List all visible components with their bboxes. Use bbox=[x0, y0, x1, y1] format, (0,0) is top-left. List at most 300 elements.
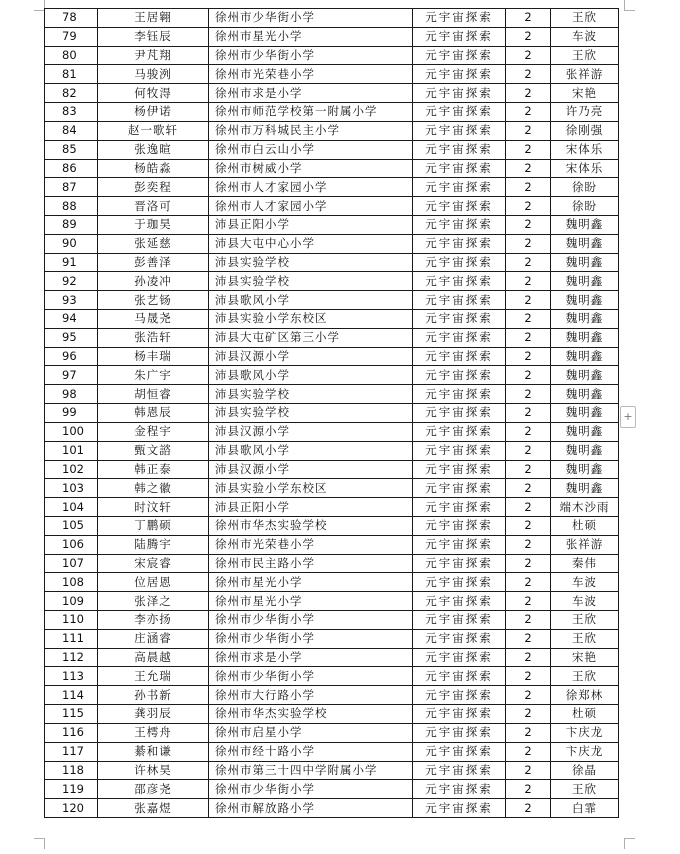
project-name: 元宇宙探索 bbox=[413, 799, 506, 818]
project-name: 元宇宙探索 bbox=[413, 648, 506, 667]
grade-value: 2 bbox=[506, 554, 551, 573]
project-name: 元宇宙探索 bbox=[413, 140, 506, 159]
teacher-name: 魏明鑫 bbox=[551, 366, 619, 385]
row-number: 81 bbox=[45, 65, 98, 84]
teacher-name: 车波 bbox=[551, 27, 619, 46]
grade-value: 2 bbox=[506, 742, 551, 761]
grade-value: 2 bbox=[506, 573, 551, 592]
student-name: 杨丰瑞 bbox=[98, 347, 209, 366]
teacher-name: 王欣 bbox=[551, 780, 619, 799]
school-name: 沛县正阳小学 bbox=[209, 498, 413, 517]
project-name: 元宇宙探索 bbox=[413, 291, 506, 310]
grade-value: 2 bbox=[506, 140, 551, 159]
page-corner-mark bbox=[34, 838, 45, 849]
row-number: 85 bbox=[45, 140, 98, 159]
teacher-name: 王欣 bbox=[551, 629, 619, 648]
student-name: 何牧淂 bbox=[98, 84, 209, 103]
table-row bbox=[45, 780, 619, 799]
row-number: 117 bbox=[45, 742, 98, 761]
school-name: 徐州市少华街小学 bbox=[209, 46, 413, 65]
school-name: 徐州市星光小学 bbox=[209, 592, 413, 611]
school-name: 徐州市启星小学 bbox=[209, 723, 413, 742]
project-name: 元宇宙探索 bbox=[413, 178, 506, 197]
table-row bbox=[45, 65, 619, 84]
grade-value: 2 bbox=[506, 611, 551, 630]
project-name: 元宇宙探索 bbox=[413, 103, 506, 122]
table-row bbox=[45, 328, 619, 347]
school-name: 徐州市第三十四中学附属小学 bbox=[209, 761, 413, 780]
school-name: 沛县歌风小学 bbox=[209, 291, 413, 310]
teacher-name: 宋艳 bbox=[551, 84, 619, 103]
school-name: 沛县实验小学东校区 bbox=[209, 310, 413, 329]
grade-value: 2 bbox=[506, 121, 551, 140]
row-number: 119 bbox=[45, 780, 98, 799]
table-row bbox=[45, 573, 619, 592]
school-name: 徐州市光荣巷小学 bbox=[209, 65, 413, 84]
school-name: 沛县实验学校 bbox=[209, 253, 413, 272]
teacher-name: 杜硕 bbox=[551, 705, 619, 724]
project-name: 元宇宙探索 bbox=[413, 385, 506, 404]
project-name: 元宇宙探索 bbox=[413, 27, 506, 46]
project-name: 元宇宙探索 bbox=[413, 611, 506, 630]
school-name: 沛县实验小学东校区 bbox=[209, 479, 413, 498]
student-name: 晋洛可 bbox=[98, 197, 209, 216]
project-name: 元宇宙探索 bbox=[413, 159, 506, 178]
teacher-name: 魏明鑫 bbox=[551, 234, 619, 253]
table-row bbox=[45, 404, 619, 423]
school-name: 徐州市星光小学 bbox=[209, 27, 413, 46]
table-row bbox=[45, 215, 619, 234]
teacher-name: 宋艳 bbox=[551, 648, 619, 667]
row-number: 103 bbox=[45, 479, 98, 498]
school-name: 徐州市解放路小学 bbox=[209, 799, 413, 818]
table-row bbox=[45, 686, 619, 705]
teacher-name: 徐盼 bbox=[551, 197, 619, 216]
project-name: 元宇宙探索 bbox=[413, 742, 506, 761]
school-name: 沛县汉源小学 bbox=[209, 347, 413, 366]
student-name: 朱广宇 bbox=[98, 366, 209, 385]
student-name: 彭善泽 bbox=[98, 253, 209, 272]
school-name: 徐州市求是小学 bbox=[209, 84, 413, 103]
row-number: 79 bbox=[45, 27, 98, 46]
school-name: 沛县实验学校 bbox=[209, 404, 413, 423]
table-row bbox=[45, 441, 619, 460]
grade-value: 2 bbox=[506, 272, 551, 291]
page-corner-mark bbox=[624, 0, 635, 11]
student-name: 孙书新 bbox=[98, 686, 209, 705]
table-body bbox=[45, 9, 619, 818]
project-name: 元宇宙探索 bbox=[413, 592, 506, 611]
row-number: 97 bbox=[45, 366, 98, 385]
student-name: 胡恒睿 bbox=[98, 385, 209, 404]
school-name: 徐州市星光小学 bbox=[209, 573, 413, 592]
student-name: 孙凌冲 bbox=[98, 272, 209, 291]
table-row bbox=[45, 121, 619, 140]
student-name: 宋宸睿 bbox=[98, 554, 209, 573]
row-number: 106 bbox=[45, 535, 98, 554]
project-name: 元宇宙探索 bbox=[413, 422, 506, 441]
row-number: 93 bbox=[45, 291, 98, 310]
teacher-name: 徐郑林 bbox=[551, 686, 619, 705]
row-number: 114 bbox=[45, 686, 98, 705]
student-name: 于珈昊 bbox=[98, 215, 209, 234]
school-name: 徐州市少华街小学 bbox=[209, 611, 413, 630]
teacher-name: 杜硕 bbox=[551, 516, 619, 535]
school-name: 徐州市师范学校第一附属小学 bbox=[209, 103, 413, 122]
student-name: 许林昊 bbox=[98, 761, 209, 780]
project-name: 元宇宙探索 bbox=[413, 65, 506, 84]
project-name: 元宇宙探索 bbox=[413, 215, 506, 234]
teacher-name: 魏明鑫 bbox=[551, 404, 619, 423]
student-name: 王樗舟 bbox=[98, 723, 209, 742]
table-row bbox=[45, 46, 619, 65]
teacher-name: 许乃亮 bbox=[551, 103, 619, 122]
school-name: 沛县大屯矿区第三小学 bbox=[209, 328, 413, 347]
table-row bbox=[45, 9, 619, 28]
school-name: 徐州市光荣巷小学 bbox=[209, 535, 413, 554]
school-name: 徐州市少华街小学 bbox=[209, 667, 413, 686]
project-name: 元宇宙探索 bbox=[413, 573, 506, 592]
project-name: 元宇宙探索 bbox=[413, 253, 506, 272]
teacher-name: 魏明鑫 bbox=[551, 215, 619, 234]
school-name: 徐州市少华街小学 bbox=[209, 9, 413, 28]
grade-value: 2 bbox=[506, 667, 551, 686]
teacher-name: 卞庆龙 bbox=[551, 723, 619, 742]
row-number: 98 bbox=[45, 385, 98, 404]
student-name: 丁鹏硕 bbox=[98, 516, 209, 535]
teacher-name: 徐盼 bbox=[551, 178, 619, 197]
student-name: 龚羽辰 bbox=[98, 705, 209, 724]
table-row bbox=[45, 667, 619, 686]
student-name: 马骏洌 bbox=[98, 65, 209, 84]
teacher-name: 张祥游 bbox=[551, 65, 619, 84]
teacher-name: 徐刚强 bbox=[551, 121, 619, 140]
project-name: 元宇宙探索 bbox=[413, 328, 506, 347]
teacher-name: 王欣 bbox=[551, 46, 619, 65]
table-row bbox=[45, 535, 619, 554]
grade-value: 2 bbox=[506, 9, 551, 28]
student-name: 甄文諮 bbox=[98, 441, 209, 460]
table-row bbox=[45, 140, 619, 159]
grade-value: 2 bbox=[506, 197, 551, 216]
teacher-name: 王欣 bbox=[551, 611, 619, 630]
student-name: 彭奕程 bbox=[98, 178, 209, 197]
table-row bbox=[45, 291, 619, 310]
student-name: 李钰辰 bbox=[98, 27, 209, 46]
project-name: 元宇宙探索 bbox=[413, 84, 506, 103]
row-number: 83 bbox=[45, 103, 98, 122]
row-number: 82 bbox=[45, 84, 98, 103]
grade-value: 2 bbox=[506, 479, 551, 498]
row-number: 99 bbox=[45, 404, 98, 423]
grade-value: 2 bbox=[506, 366, 551, 385]
school-name: 徐州市少华街小学 bbox=[209, 780, 413, 799]
add-row-button[interactable]: + bbox=[620, 406, 636, 428]
grade-value: 2 bbox=[506, 441, 551, 460]
project-name: 元宇宙探索 bbox=[413, 629, 506, 648]
school-name: 徐州市少华街小学 bbox=[209, 629, 413, 648]
teacher-name: 白霏 bbox=[551, 799, 619, 818]
grade-value: 2 bbox=[506, 629, 551, 648]
project-name: 元宇宙探索 bbox=[413, 121, 506, 140]
student-name: 张延慈 bbox=[98, 234, 209, 253]
teacher-name: 魏明鑫 bbox=[551, 422, 619, 441]
row-number: 102 bbox=[45, 460, 98, 479]
student-roster-table bbox=[44, 8, 619, 818]
student-name: 王居翱 bbox=[98, 9, 209, 28]
teacher-name: 魏明鑫 bbox=[551, 479, 619, 498]
grade-value: 2 bbox=[506, 723, 551, 742]
table-row bbox=[45, 234, 619, 253]
row-number: 108 bbox=[45, 573, 98, 592]
project-name: 元宇宙探索 bbox=[413, 404, 506, 423]
project-name: 元宇宙探索 bbox=[413, 460, 506, 479]
teacher-name: 秦伟 bbox=[551, 554, 619, 573]
student-name: 金程宇 bbox=[98, 422, 209, 441]
grade-value: 2 bbox=[506, 592, 551, 611]
grade-value: 2 bbox=[506, 159, 551, 178]
school-name: 徐州市树威小学 bbox=[209, 159, 413, 178]
grade-value: 2 bbox=[506, 215, 551, 234]
table-row bbox=[45, 27, 619, 46]
row-number: 100 bbox=[45, 422, 98, 441]
teacher-name: 魏明鑫 bbox=[551, 253, 619, 272]
grade-value: 2 bbox=[506, 385, 551, 404]
school-name: 徐州市经十路小学 bbox=[209, 742, 413, 761]
student-name: 尹芃翔 bbox=[98, 46, 209, 65]
student-name: 王允瑞 bbox=[98, 667, 209, 686]
table-row bbox=[45, 347, 619, 366]
table-row bbox=[45, 253, 619, 272]
teacher-name: 端木沙雨 bbox=[551, 498, 619, 517]
student-name: 张泽之 bbox=[98, 592, 209, 611]
grade-value: 2 bbox=[506, 27, 551, 46]
grade-value: 2 bbox=[506, 328, 551, 347]
teacher-name: 宋体乐 bbox=[551, 140, 619, 159]
project-name: 元宇宙探索 bbox=[413, 554, 506, 573]
row-number: 90 bbox=[45, 234, 98, 253]
row-number: 109 bbox=[45, 592, 98, 611]
row-number: 118 bbox=[45, 761, 98, 780]
teacher-name: 魏明鑫 bbox=[551, 385, 619, 404]
table-row bbox=[45, 178, 619, 197]
grade-value: 2 bbox=[506, 46, 551, 65]
table-row bbox=[45, 366, 619, 385]
table-row bbox=[45, 498, 619, 517]
teacher-name: 魏明鑫 bbox=[551, 347, 619, 366]
school-name: 徐州市华杰实验学校 bbox=[209, 705, 413, 724]
student-name: 张浩轩 bbox=[98, 328, 209, 347]
teacher-name: 魏明鑫 bbox=[551, 460, 619, 479]
grade-value: 2 bbox=[506, 84, 551, 103]
school-name: 徐州市民主路小学 bbox=[209, 554, 413, 573]
table-row bbox=[45, 272, 619, 291]
teacher-name: 宋体乐 bbox=[551, 159, 619, 178]
school-name: 沛县汉源小学 bbox=[209, 422, 413, 441]
student-name: 高晨越 bbox=[98, 648, 209, 667]
table-row bbox=[45, 592, 619, 611]
row-number: 89 bbox=[45, 215, 98, 234]
project-name: 元宇宙探索 bbox=[413, 441, 506, 460]
grade-value: 2 bbox=[506, 291, 551, 310]
student-name: 马晟尧 bbox=[98, 310, 209, 329]
school-name: 徐州市白云山小学 bbox=[209, 140, 413, 159]
grade-value: 2 bbox=[506, 422, 551, 441]
school-name: 沛县实验学校 bbox=[209, 272, 413, 291]
student-name: 张艺钖 bbox=[98, 291, 209, 310]
row-number: 116 bbox=[45, 723, 98, 742]
student-name: 杨伊诺 bbox=[98, 103, 209, 122]
project-name: 元宇宙探索 bbox=[413, 347, 506, 366]
student-name: 韩之徽 bbox=[98, 479, 209, 498]
table-row bbox=[45, 554, 619, 573]
grade-value: 2 bbox=[506, 234, 551, 253]
student-name: 韩恩辰 bbox=[98, 404, 209, 423]
school-name: 沛县实验学校 bbox=[209, 385, 413, 404]
table-row bbox=[45, 385, 619, 404]
row-number: 91 bbox=[45, 253, 98, 272]
project-name: 元宇宙探索 bbox=[413, 686, 506, 705]
grade-value: 2 bbox=[506, 799, 551, 818]
grade-value: 2 bbox=[506, 404, 551, 423]
project-name: 元宇宙探索 bbox=[413, 780, 506, 799]
student-name: 赵一歌轩 bbox=[98, 121, 209, 140]
school-name: 徐州市人才家园小学 bbox=[209, 197, 413, 216]
table-row bbox=[45, 84, 619, 103]
school-name: 徐州市华杰实验学校 bbox=[209, 516, 413, 535]
table-row bbox=[45, 761, 619, 780]
project-name: 元宇宙探索 bbox=[413, 535, 506, 554]
table-row bbox=[45, 629, 619, 648]
student-name: 位居恩 bbox=[98, 573, 209, 592]
project-name: 元宇宙探索 bbox=[413, 667, 506, 686]
table-row bbox=[45, 197, 619, 216]
row-number: 115 bbox=[45, 705, 98, 724]
grade-value: 2 bbox=[506, 347, 551, 366]
grade-value: 2 bbox=[506, 516, 551, 535]
table-row bbox=[45, 310, 619, 329]
row-number: 87 bbox=[45, 178, 98, 197]
project-name: 元宇宙探索 bbox=[413, 310, 506, 329]
teacher-name: 徐晶 bbox=[551, 761, 619, 780]
table-row bbox=[45, 723, 619, 742]
project-name: 元宇宙探索 bbox=[413, 479, 506, 498]
project-name: 元宇宙探索 bbox=[413, 723, 506, 742]
row-number: 120 bbox=[45, 799, 98, 818]
row-number: 94 bbox=[45, 310, 98, 329]
school-name: 沛县歌风小学 bbox=[209, 441, 413, 460]
teacher-name: 车波 bbox=[551, 573, 619, 592]
table-row bbox=[45, 159, 619, 178]
row-number: 104 bbox=[45, 498, 98, 517]
teacher-name: 张祥游 bbox=[551, 535, 619, 554]
row-number: 78 bbox=[45, 9, 98, 28]
teacher-name: 魏明鑫 bbox=[551, 328, 619, 347]
row-number: 96 bbox=[45, 347, 98, 366]
student-name: 韩正泰 bbox=[98, 460, 209, 479]
row-number: 95 bbox=[45, 328, 98, 347]
row-number: 88 bbox=[45, 197, 98, 216]
grade-value: 2 bbox=[506, 780, 551, 799]
table-row bbox=[45, 516, 619, 535]
project-name: 元宇宙探索 bbox=[413, 516, 506, 535]
grade-value: 2 bbox=[506, 686, 551, 705]
grade-value: 2 bbox=[506, 535, 551, 554]
grade-value: 2 bbox=[506, 178, 551, 197]
project-name: 元宇宙探索 bbox=[413, 197, 506, 216]
table-row bbox=[45, 479, 619, 498]
row-number: 105 bbox=[45, 516, 98, 535]
grade-value: 2 bbox=[506, 460, 551, 479]
school-name: 徐州市求是小学 bbox=[209, 648, 413, 667]
table-row bbox=[45, 460, 619, 479]
student-name: 陆腾宇 bbox=[98, 535, 209, 554]
teacher-name: 魏明鑫 bbox=[551, 291, 619, 310]
table-row bbox=[45, 799, 619, 818]
grade-value: 2 bbox=[506, 705, 551, 724]
student-name: 杨皓淼 bbox=[98, 159, 209, 178]
grade-value: 2 bbox=[506, 498, 551, 517]
school-name: 沛县正阳小学 bbox=[209, 215, 413, 234]
student-name: 庄涵睿 bbox=[98, 629, 209, 648]
teacher-name: 车波 bbox=[551, 592, 619, 611]
grade-value: 2 bbox=[506, 761, 551, 780]
grade-value: 2 bbox=[506, 253, 551, 272]
teacher-name: 魏明鑫 bbox=[551, 441, 619, 460]
project-name: 元宇宙探索 bbox=[413, 761, 506, 780]
teacher-name: 卞庆龙 bbox=[551, 742, 619, 761]
table-row bbox=[45, 611, 619, 630]
student-name: 张嘉煜 bbox=[98, 799, 209, 818]
grade-value: 2 bbox=[506, 103, 551, 122]
school-name: 徐州市人才家园小学 bbox=[209, 178, 413, 197]
row-number: 86 bbox=[45, 159, 98, 178]
teacher-name: 王欣 bbox=[551, 667, 619, 686]
row-number: 107 bbox=[45, 554, 98, 573]
project-name: 元宇宙探索 bbox=[413, 705, 506, 724]
row-number: 111 bbox=[45, 629, 98, 648]
table-row bbox=[45, 705, 619, 724]
teacher-name: 魏明鑫 bbox=[551, 272, 619, 291]
project-name: 元宇宙探索 bbox=[413, 272, 506, 291]
row-number: 92 bbox=[45, 272, 98, 291]
row-number: 110 bbox=[45, 611, 98, 630]
row-number: 113 bbox=[45, 667, 98, 686]
table-row bbox=[45, 422, 619, 441]
page-corner-mark bbox=[624, 838, 635, 849]
school-name: 沛县歌风小学 bbox=[209, 366, 413, 385]
student-name: 綦和谦 bbox=[98, 742, 209, 761]
project-name: 元宇宙探索 bbox=[413, 9, 506, 28]
teacher-name: 王欣 bbox=[551, 9, 619, 28]
school-name: 沛县汉源小学 bbox=[209, 460, 413, 479]
project-name: 元宇宙探索 bbox=[413, 234, 506, 253]
student-name: 张逸暄 bbox=[98, 140, 209, 159]
row-number: 80 bbox=[45, 46, 98, 65]
grade-value: 2 bbox=[506, 648, 551, 667]
school-name: 徐州市万科城民主小学 bbox=[209, 121, 413, 140]
table-row bbox=[45, 742, 619, 761]
grade-value: 2 bbox=[506, 65, 551, 84]
row-number: 84 bbox=[45, 121, 98, 140]
student-name: 邵彦尧 bbox=[98, 780, 209, 799]
project-name: 元宇宙探索 bbox=[413, 46, 506, 65]
student-name: 时汶轩 bbox=[98, 498, 209, 517]
grade-value: 2 bbox=[506, 310, 551, 329]
table-row bbox=[45, 648, 619, 667]
school-name: 徐州市大行路小学 bbox=[209, 686, 413, 705]
teacher-name: 魏明鑫 bbox=[551, 310, 619, 329]
